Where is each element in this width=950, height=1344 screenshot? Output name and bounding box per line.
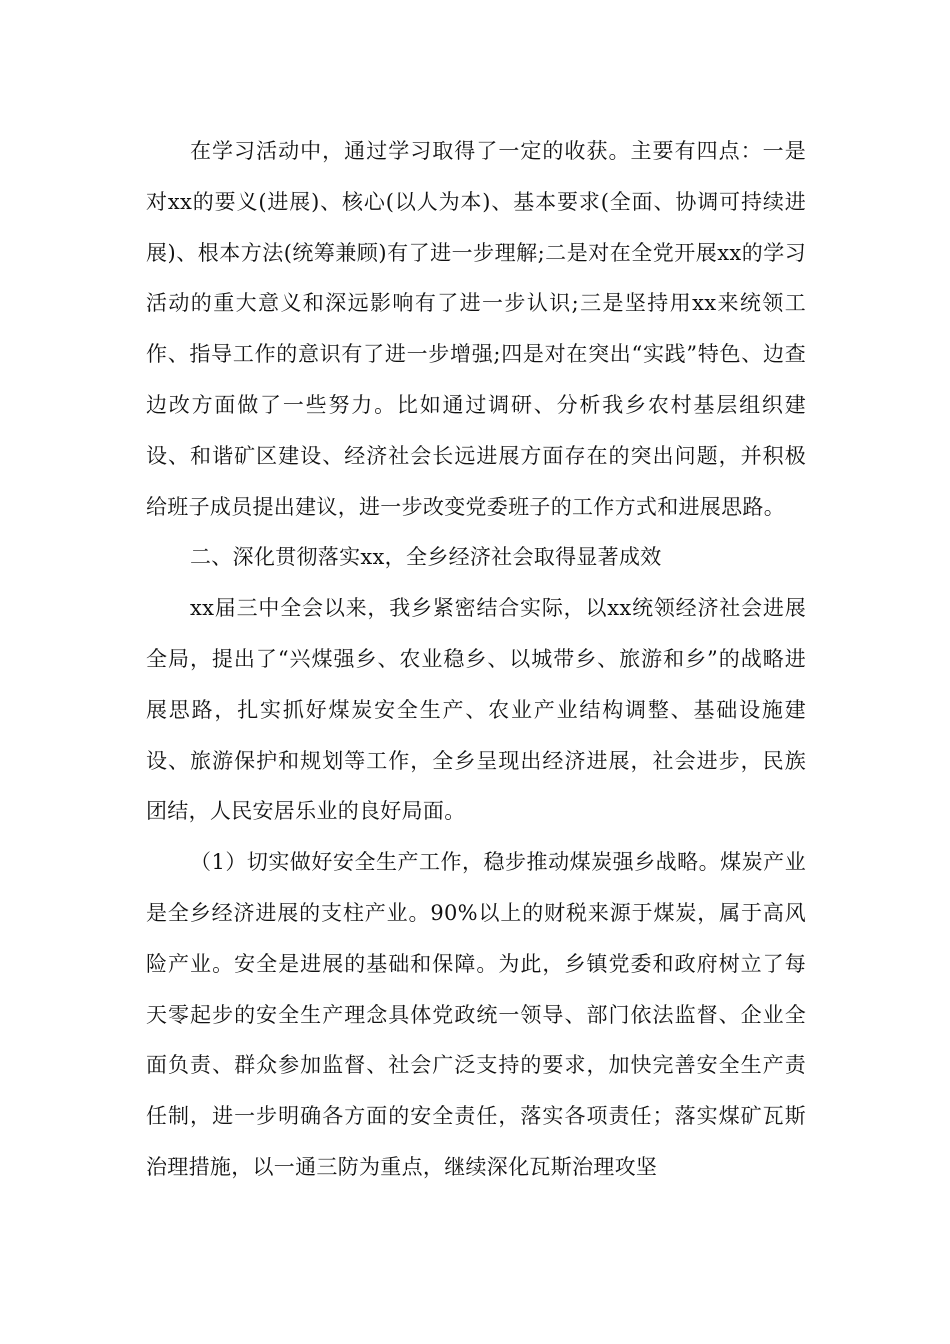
paragraph-study-gains: 在学习活动中，通过学习取得了一定的收获。主要有四点：一是对xx的要义(进展)、核心(以人为本)、基本要求(全面、协调可持续进展)、根本方法(统筹兼顾)有了进一步理解;二是对在全党开展xx的学习活动的重大意义和深远影响有了进一步认识;三是坚持用xx来统领工作、指导工作的意识有了进一步增强;四是对在突出“实践”特色、边查边改方面做了一些努力。比如通过调研、分析我乡农村基层组织建设、和谐矿区建设、经济社会长远进展方面存在的突出问题，并积极给班子成员提出建议，进一步改变党委班子的工作方式和进展思路。 [146, 139, 806, 519]
paragraph-safety-production: （1）切实做好安全生产工作，稳步推动煤炭强乡战略。煤炭产业是全乡经济进展的支柱产业。90%以上的财税来源于煤炭，属于高风险产业。安全是进展的基础和保障。为此，乡镇党委和政府树立了每天零起步的安全生产理念具体党政统一领导、部门依法监督、企业全面负责、群众参加监督、社会广泛支持的要求，加快完善安全生产责任制，进一步明确各方面的安全责任，落实各项责任；落实煤矿瓦斯治理措施，以一通三防为重点，继续深化瓦斯治理攻坚 [146, 850, 806, 1179]
section-heading-two: 二、深化贯彻落实xx，全乡经济社会取得显著成效 [190, 545, 662, 570]
paragraph-development-strategy: xx届三中全会以来，我乡紧密结合实际，以xx统领经济社会进展全局，提出了“兴煤强乡、农业稳乡、以城带乡、旅游和乡”的战略进展思路，扎实抓好煤炭安全生产、农业产业结构调整、基础设施建设、旅游保护和规划等工作，全乡呈现出经济进展，社会进步，民族团结，人民安居乐业的良好局面。 [146, 596, 806, 824]
document-body [146, 126, 806, 1193]
